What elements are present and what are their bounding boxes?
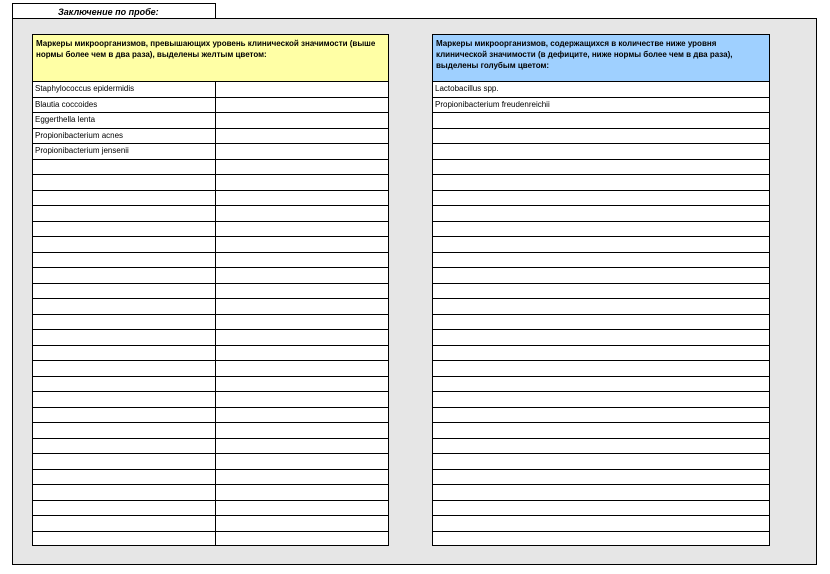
empty-cell [216,315,388,330]
marker-name-cell [433,532,769,547]
empty-cell [216,237,388,252]
marker-name-cell [433,284,769,299]
table-row [433,501,769,517]
empty-cell [216,532,388,547]
marker-name-cell [33,485,216,500]
table-row [433,361,769,377]
empty-cell [216,423,388,438]
empty-cell [216,485,388,500]
marker-name-cell [33,330,216,345]
table-row [433,485,769,501]
empty-cell [216,82,388,97]
marker-name-cell [33,284,216,299]
table-row [33,237,388,253]
marker-name-cell: Staphylococcus epidermidis [33,82,216,97]
table-row [33,284,388,300]
table-row [33,160,388,176]
marker-name-cell [433,191,769,206]
marker-name-cell [433,423,769,438]
marker-name-cell [33,160,216,175]
table-row [433,98,769,114]
table-row [433,439,769,455]
marker-name-cell: Propionibacterium freudenreichii [435,99,550,109]
deficit-markers-table [433,82,769,546]
table-row [33,268,388,284]
table-row [433,237,769,253]
marker-name-cell [33,423,216,438]
marker-name-cell [33,454,216,469]
table-row [33,299,388,315]
table-row [433,129,769,145]
table-row [33,98,388,114]
table-row [433,377,769,393]
marker-name-cell [33,346,216,361]
table-row [33,532,388,547]
empty-cell [216,222,388,237]
table-row [433,330,769,346]
empty-cell [216,299,388,314]
marker-name-cell [33,361,216,376]
marker-name-cell [433,485,769,500]
marker-name-cell [433,206,769,221]
table-row [433,113,769,129]
marker-name-cell [433,160,769,175]
table-row [433,253,769,269]
table-row [433,82,769,98]
marker-name-cell [33,470,216,485]
empty-cell [216,439,388,454]
table-row [433,408,769,424]
marker-name-cell [433,377,769,392]
empty-cell [216,191,388,206]
table-row [33,470,388,486]
marker-name-cell: Propionibacterium jensenii [33,144,216,159]
empty-cell [216,113,388,128]
empty-cell [216,377,388,392]
table-row [433,284,769,300]
table-row [33,113,388,129]
table-row [33,222,388,238]
empty-cell [216,392,388,407]
marker-name-cell: Eggerthella lenta [33,113,216,128]
table-row [33,408,388,424]
empty-cell [216,175,388,190]
table-row [433,516,769,532]
marker-name-cell [433,501,769,516]
marker-name-cell [33,315,216,330]
table-row [33,377,388,393]
empty-cell [216,284,388,299]
marker-name-cell [433,253,769,268]
marker-name-cell [33,532,216,547]
elevated-markers-panel [32,34,389,546]
marker-name-cell [33,253,216,268]
marker-name-cell [433,144,769,159]
marker-name-cell [33,516,216,531]
marker-name-cell [33,268,216,283]
table-row [33,144,388,160]
marker-name-cell [33,191,216,206]
marker-name-cell [433,408,769,423]
table-row [433,222,769,238]
marker-name-cell: Lactobacillus spp. [435,84,499,93]
table-row [33,82,388,98]
table-row [433,346,769,362]
marker-name-cell [33,175,216,190]
marker-name-cell [433,439,769,454]
marker-name-cell [33,501,216,516]
empty-cell [216,98,388,113]
empty-cell [216,361,388,376]
empty-cell [216,206,388,221]
table-row [33,454,388,470]
table-row [433,454,769,470]
empty-cell [216,129,388,144]
empty-cell [216,454,388,469]
elevated-markers-table [33,82,388,546]
empty-cell [216,470,388,485]
marker-name-cell [433,470,769,485]
table-row [33,423,388,439]
marker-name-cell: Blautia coccoides [33,98,216,113]
marker-name-cell [433,175,769,190]
table-row [33,392,388,408]
table-row [33,485,388,501]
table-row [433,191,769,207]
table-row [33,129,388,145]
table-row [33,330,388,346]
deficit-markers-panel [432,34,770,546]
table-row [33,206,388,222]
empty-cell [216,501,388,516]
empty-cell [216,144,388,159]
table-row [433,299,769,315]
empty-cell [216,160,388,175]
marker-name-cell [433,268,769,283]
marker-name-cell [433,361,769,376]
marker-name-cell [433,315,769,330]
marker-name-cell [433,113,769,128]
table-row [433,268,769,284]
table-row [33,315,388,331]
table-row [433,175,769,191]
elevated-markers-header: Маркеры микроорганизмов, превышающих уровень клинической значимости (выше нормы более чем в два раза), выделены желтым цветом: [33,35,388,82]
marker-name-cell [433,454,769,469]
empty-cell [216,253,388,268]
table-row [433,206,769,222]
table-row [433,160,769,176]
marker-name-cell [433,299,769,314]
empty-cell [216,408,388,423]
marker-name-cell [433,516,769,531]
marker-name-cell [33,299,216,314]
marker-name-cell [433,222,769,237]
marker-name-cell [433,346,769,361]
marker-name-cell [33,222,216,237]
marker-name-cell [33,237,216,252]
table-row [33,191,388,207]
marker-name-cell [33,206,216,221]
empty-cell [216,516,388,531]
table-row [33,516,388,532]
empty-cell [216,330,388,345]
table-row [433,532,769,547]
marker-name-cell [33,408,216,423]
table-row [433,470,769,486]
table-row [33,361,388,377]
table-row [33,346,388,362]
table-row [33,439,388,455]
marker-name-cell: Propionibacterium acnes [33,129,216,144]
table-row [433,315,769,331]
marker-name-cell [433,129,769,144]
conclusion-title: Заключение по пробе: [12,3,216,19]
marker-name-cell [33,392,216,407]
table-row [33,175,388,191]
marker-name-cell [33,377,216,392]
table-row [433,144,769,160]
table-row [33,501,388,517]
table-row [433,423,769,439]
empty-cell [216,268,388,283]
empty-cell [216,346,388,361]
table-row [33,253,388,269]
deficit-markers-header: Маркеры микроорганизмов, содержащихся в количестве ниже уровня клинической значимости (в дефиците, ниже нормы более чем в два раза), выделены голубым цветом: [433,35,769,82]
marker-name-cell [433,237,769,252]
table-row [433,392,769,408]
marker-name-cell [433,392,769,407]
marker-name-cell [433,330,769,345]
marker-name-cell [33,439,216,454]
